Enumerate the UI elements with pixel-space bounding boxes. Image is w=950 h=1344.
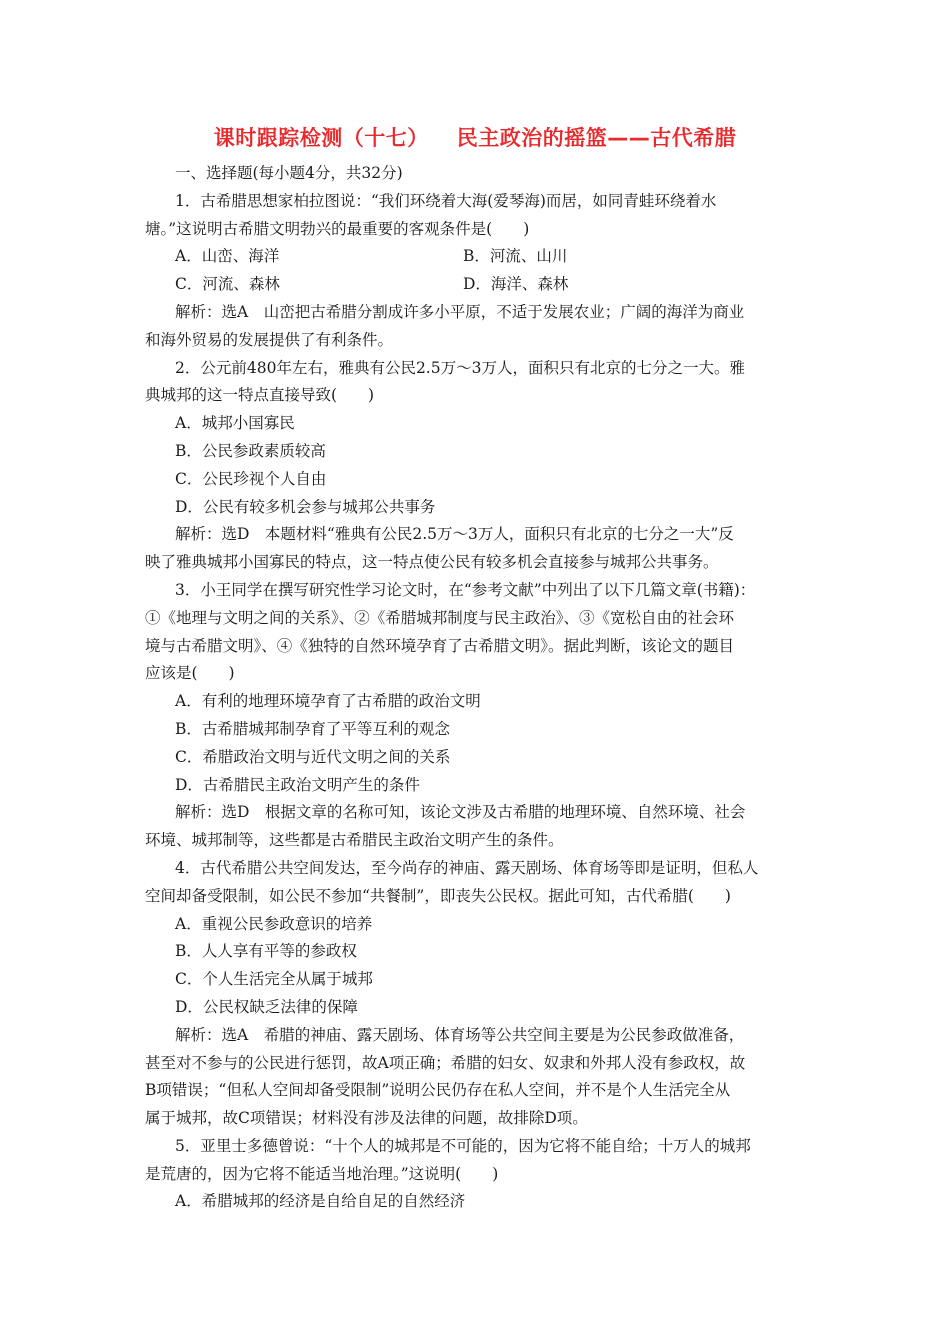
question-4-option-a: A．重视公民参政意识的培养 [175, 914, 373, 933]
question-2-option-b: B．公民参政素质较高 [175, 441, 326, 460]
question-5-line-2: 是荒唐的，因为它将不能适当地治理。”这说明( ) [145, 1164, 499, 1183]
question-2-option-a: A．城邦小国寡民 [175, 414, 295, 433]
question-1-option-c: C．河流、森林 [175, 275, 280, 294]
question-1-line-2: 塘。”这说明古希腊文明勃兴的最重要的客观条件是( ) [145, 219, 530, 238]
question-4-option-d: D．公民权缺乏法律的保障 [175, 997, 358, 1016]
answer-1-line-1: 解析：选A 山峦把古希腊分割成许多小平原，不适于发展农业；广阔的海洋为商业 [175, 302, 745, 321]
answer-1-line-2: 和海外贸易的发展提供了有利条件。 [145, 330, 394, 349]
question-2-option-d: D．公民有较多机会参与城邦公共事务 [175, 497, 436, 516]
question-1-option-d: D．海洋、森林 [463, 275, 569, 294]
question-1-line-1: 1．古希腊思想家柏拉图说：“我们环绕着大海(爱琴海)而居，如同青蛙环绕着水 [175, 191, 717, 210]
question-3-line-4: 应该是( ) [145, 664, 235, 683]
answer-3-line-2: 环境、城邦制等，这些都是古希腊民主政治文明产生的条件。 [145, 831, 564, 850]
question-3-option-a: A．有利的地理环境孕育了古希腊的政治文明 [175, 692, 481, 711]
answer-4-line-1: 解析：选A 希腊的神庙、露天剧场、体育场等公共空间主要是为公民参政做准备， [175, 1025, 745, 1044]
document-body [145, 160, 810, 1216]
question-3-line-1: 3．小王同学在撰写研究性学习论文时，在“参考文献”中列出了以下几篇文章(书籍)： [175, 580, 756, 599]
question-1-options-row-1 [145, 243, 810, 271]
question-2-line-1: 2．公元前480年左右，雅典有公民2.5万～3万人，面积只有北京的七分之一大。雅 [175, 358, 745, 377]
question-1-option-a: A．山峦、海洋 [175, 247, 280, 266]
page-title [0, 122, 950, 152]
question-1-options-row-2 [145, 271, 810, 299]
question-5-line-1: 5．亚里士多德曾说：“十个人的城邦是不可能的，因为它将不能自给；十万人的城邦 [175, 1136, 751, 1155]
question-4-option-b: B．人人享有平等的参政权 [175, 942, 357, 961]
question-2-line-2: 典城邦的这一特点直接导致( ) [145, 386, 375, 405]
title-part1: 课时跟踪检测（十七） [213, 126, 429, 150]
question-3-line-3: 境与古希腊文明》、④《独特的自然环境孕育了古希腊文明》。据此判断，该论文的题目 [145, 636, 735, 655]
question-4-line-2: 空间却备受限制，如公民不参加“共餐制”，即丧失公民权。据此可知，古代希腊( ) [145, 886, 731, 905]
answer-3-line-1: 解析：选D 根据文章的名称可知，该论文涉及古希腊的地理环境、自然环境、社会 [175, 803, 746, 822]
question-3-option-d: D．古希腊民主政治文明产生的条件 [175, 775, 420, 794]
question-5-option-a: A．希腊城邦的经济是自给自足的自然经济 [175, 1192, 466, 1211]
question-3-line-2: ①《地理与文明之间的关系》、②《希腊城邦制度与民主政治》、③《宽松自由的社会环 [145, 608, 735, 627]
answer-4-line-2: 甚至对不参与的公民进行惩罚，故A项正确；希腊的妇女、奴隶和外邦人没有参政权，故 [145, 1053, 746, 1072]
question-4-option-c: C．个人生活完全从属于城邦 [175, 970, 373, 989]
title-part2: 民主政治的摇篮——古代希腊 [456, 126, 737, 150]
question-1-option-b: B．河流、山川 [463, 247, 568, 266]
answer-2-line-1: 解析：选D 本题材料“雅典有公民2.5万～3万人，面积只有北京的七分之一大”反 [175, 525, 734, 544]
section-heading: 一、选择题(每小题4分，共32分) [175, 164, 403, 182]
question-4-line-1: 4．古代希腊公共空间发达，至今尚存的神庙、露天剧场、体育场等即是证明，但私人 [175, 858, 759, 877]
answer-2-line-2: 映了雅典城邦小国寡民的特点，这一特点使公民有较多机会直接参与城邦公共事务。 [145, 553, 719, 572]
answer-4-line-4: 属于城邦，故C项错误；材料没有涉及法律的问题，故排除D项。 [145, 1109, 588, 1128]
question-2-option-c: C．公民珍视个人自由 [175, 469, 327, 488]
question-3-option-c: C．希腊政治文明与近代文明之间的关系 [175, 747, 451, 766]
question-3-option-b: B．古希腊城邦制孕育了平等互利的观念 [175, 719, 450, 738]
answer-4-line-3: B项错误；“但私人空间却备受限制”说明公民仍存在私人空间，并不是个人生活完全从 [145, 1081, 731, 1100]
